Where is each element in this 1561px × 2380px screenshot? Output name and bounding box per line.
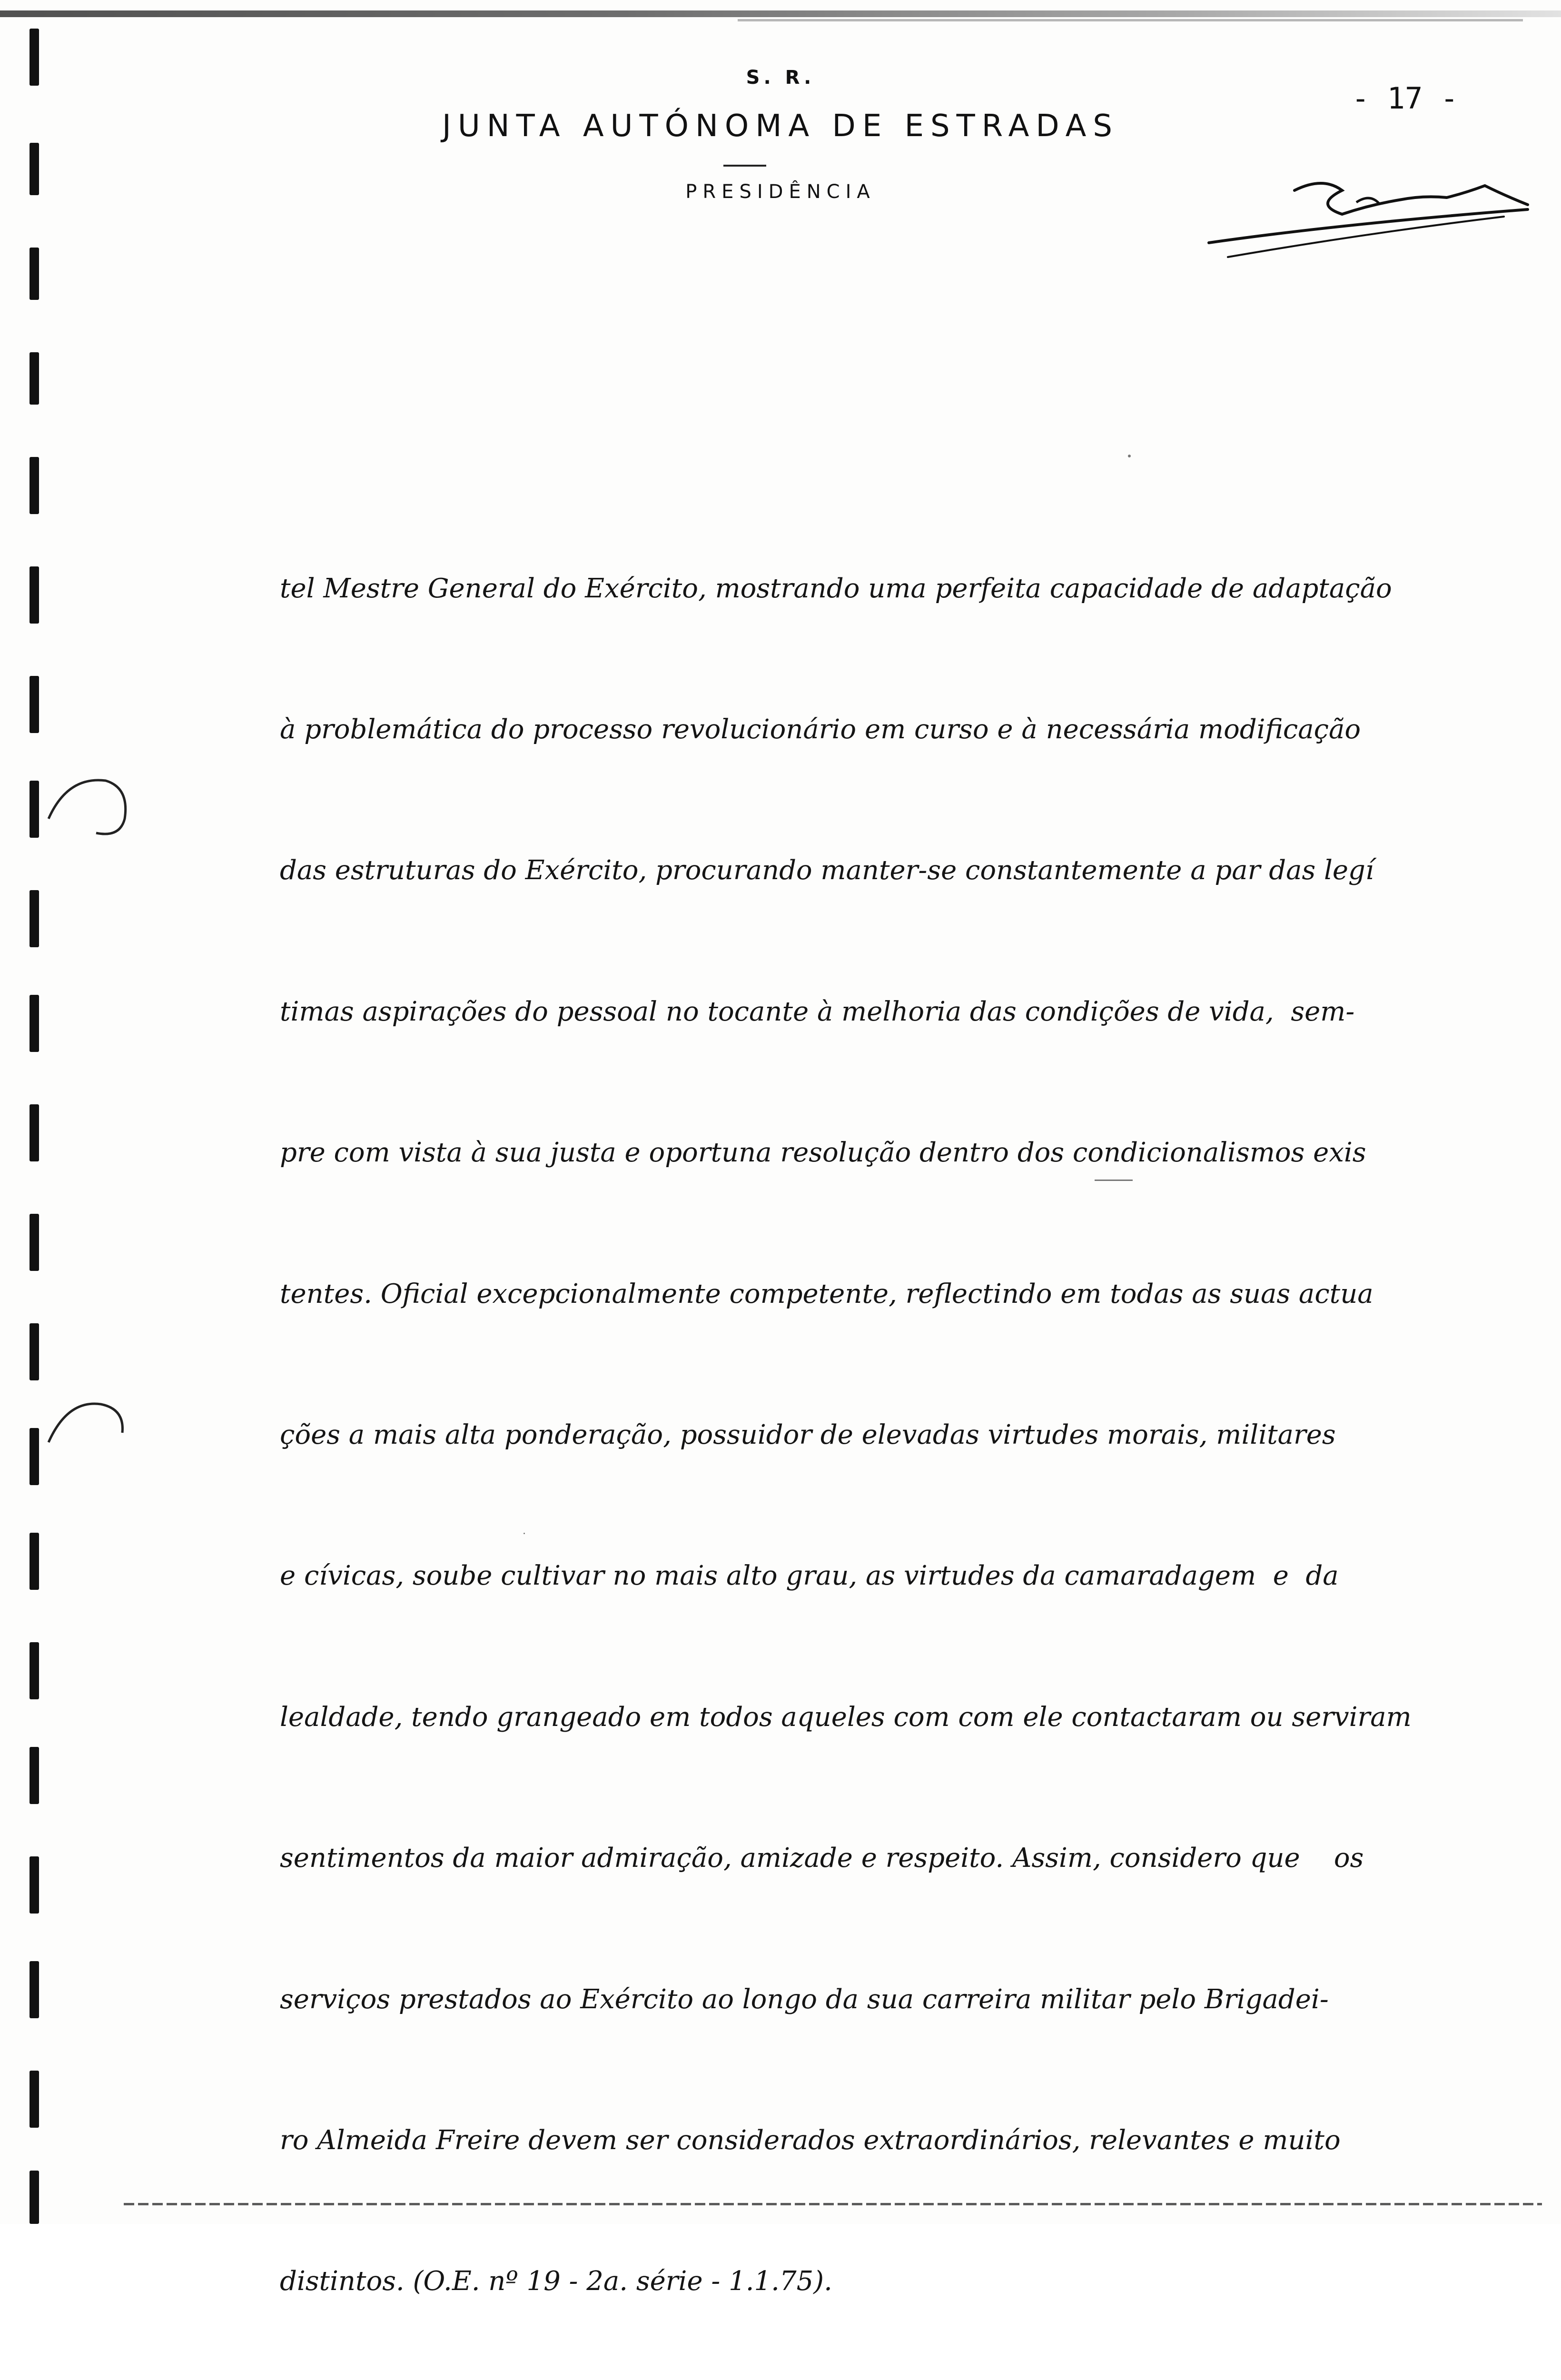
body-line: pre com vista à sua justa e oportuna resolução dentro dos condicionalismos exis: [280, 1137, 1366, 1169]
binder-hole: [30, 457, 39, 514]
organization-title: JUNTA AUTÓNOMA DE ESTRADAS: [442, 109, 1119, 144]
scan-speck: [1095, 1180, 1133, 1181]
body-paragraph: [280, 471, 1508, 2380]
body-line: timas aspirações do pessoal no tocante à melhoria das condições de vida, sem-: [280, 996, 1355, 1027]
emblem-text: S. R.: [746, 67, 815, 89]
signature-icon: [1199, 171, 1532, 267]
staple-mark-icon: [30, 766, 139, 838]
scan-edge-top-secondary: [738, 19, 1523, 21]
binder-hole: [30, 1533, 39, 1590]
body-line: ro Almeida Freire devem ser considerados extraordinários, relevantes e muito: [280, 2124, 1341, 2156]
body-line: das estruturas do Exército, procurando manter-se constantemente a par das legí: [280, 855, 1374, 886]
binder-hole: [30, 1856, 39, 1914]
body-line: à problemática do processo revolucionário em curso e à necessária modificação: [280, 714, 1361, 745]
body-line: tentes. Oficial excepcionalmente competente, reflectindo em todas as suas actua: [280, 1278, 1373, 1309]
page-number: - 17 -: [1352, 81, 1458, 116]
body-line: serviços prestados ao Exército ao longo da sua carreira militar pelo Brigadei-: [280, 1983, 1329, 2015]
binder-hole: [30, 890, 39, 947]
binder-hole: [30, 1214, 39, 1271]
department-subtitle: PRESIDÊNCIA: [685, 181, 876, 203]
body-line: e cívicas, soube cultivar no mais alto grau, as virtudes da camaradagem e da: [280, 1560, 1339, 1592]
binder-hole: [30, 1642, 39, 1699]
scan-edge-bottom: [124, 2203, 1542, 2205]
body-line: distintos. (O.E. nº 19 - 2a. série - 1.1.75).: [280, 2266, 832, 2297]
binder-hole: [30, 1323, 39, 1380]
scan-edge-top: [0, 10, 1561, 17]
binder-hole: [30, 1747, 39, 1804]
scan-speck: [1128, 455, 1131, 457]
binder-hole: [30, 995, 39, 1052]
binder-hole: [30, 1104, 39, 1161]
binder-hole: [30, 676, 39, 733]
body-line: lealdade, tendo grangeado em todos aqueles com com ele contactaram ou serviram: [280, 1701, 1412, 1733]
body-line: tel Mestre General do Exército, mostrando uma perfeita capacidade de adaptação: [280, 573, 1392, 604]
binder-hole: [30, 2171, 39, 2224]
binder-hole: [30, 352, 39, 405]
body-line: ções a mais alta ponderação, possuidor de elevadas virtudes morais, militares: [280, 1419, 1336, 1450]
staple-mark-icon: [30, 1390, 139, 1461]
binder-hole: [30, 248, 39, 300]
scan-speck: [524, 1533, 525, 1534]
header-divider: [723, 165, 766, 167]
binder-hole: [30, 2071, 39, 2128]
body-line: sentimentos da maior admiração, amizade e respeito. Assim, considero que os: [280, 1843, 1364, 1874]
binder-hole: [30, 566, 39, 624]
binder-hole: [30, 1961, 39, 2018]
